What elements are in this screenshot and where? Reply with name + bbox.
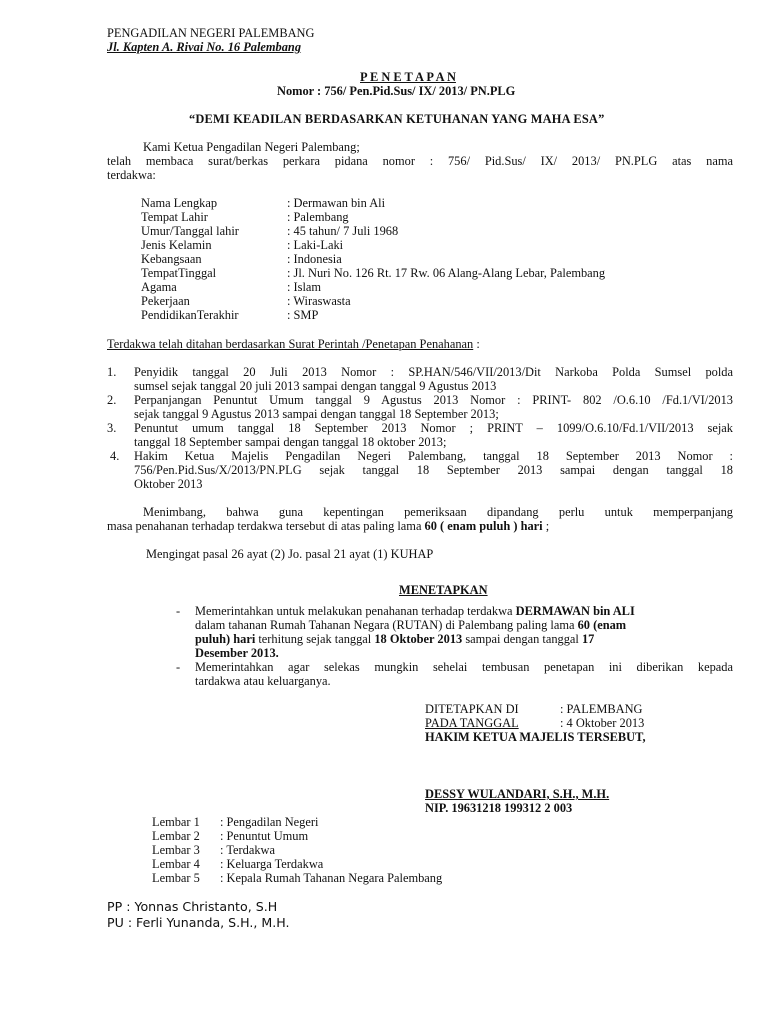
- decision-1-line-2: [195, 618, 626, 632]
- copy-label: Lembar 4: [152, 857, 200, 871]
- list-item: Hakim Ketua Majelis Pengadilan Negeri Palembang, tanggal 18 September 2013 Nomor :: [134, 449, 733, 463]
- identity-label: TempatTinggal: [141, 266, 217, 280]
- copy-recipient: : Keluarga Terdakwa: [220, 857, 324, 871]
- list-item-number: 1.: [107, 365, 117, 379]
- identity-value: : Dermawan bin Ali: [287, 196, 386, 210]
- intro-line-2: telah membaca surat/berkas perkara pidana nomor : 756/ Pid.Sus/ IX/ 2013/ PN.PLG atas nama: [107, 154, 733, 168]
- copy-recipient: : Penuntut Umum: [220, 829, 309, 843]
- detention-heading-text: Terdakwa telah ditahan berdasarkan Surat Perintah /Penetapan Penahanan: [107, 337, 474, 351]
- defendant-name: DERMAWAN bin ALI: [515, 604, 635, 618]
- list-item: Oktober 2013: [134, 477, 203, 491]
- list-item: sejak tanggal 9 Agustus 2013 sampai dengan tanggal 18 September 2013;: [134, 407, 499, 421]
- list-item: 756/Pen.Pid.Sus/X/2013/PN.PLG sejak tanggal 18 September 2013 sampai dengan tanggal 18: [134, 463, 733, 477]
- document-title: P E N E T A P A N: [360, 70, 456, 84]
- copy-label: Lembar 1: [152, 815, 200, 829]
- copy-recipient: : Kepala Rumah Tahanan Negara Palembang: [220, 871, 443, 885]
- place-value: : PALEMBANG: [560, 702, 643, 716]
- identity-label: Agama: [141, 280, 177, 294]
- list-item-number: 3.: [107, 421, 117, 435]
- decision-text: sampai dengan tanggal: [462, 632, 582, 646]
- intro-line-1: Kami Ketua Pengadilan Negeri Palembang;: [143, 140, 360, 154]
- date-value: : 4 Oktober 2013: [560, 716, 645, 730]
- decision-text: Memerintahkan untuk melakukan penahanan terhadap terdakwa: [195, 604, 516, 618]
- detention-heading: [107, 337, 480, 351]
- decision-text: dalam tahanan Rumah Tahanan Negara (RUTAN) di Palembang paling lama: [195, 618, 578, 632]
- copy-recipient: : Terdakwa: [220, 843, 275, 857]
- list-item-number: 2.: [107, 393, 117, 407]
- decision-2-line-1: Memerintahkan agar selekas mungkin sehelai tembusan penetapan ini diberikan kepada: [195, 660, 733, 674]
- document-number: Nomor : 756/ Pen.Pid.Sus/ IX/ 2013/ PN.PLG: [277, 84, 516, 98]
- decision-2-line-2: tardakwa atau keluarganya.: [195, 674, 331, 688]
- identity-value: : Laki-Laki: [287, 238, 344, 252]
- list-item: Penuntut umum tanggal 18 September 2013 Nomor ; PRINT – 1099/O.6.10/Fd.1/VII/2013 sejak: [134, 421, 733, 435]
- intro-line-3: terdakwa:: [107, 168, 156, 182]
- copy-label: Lembar 2: [152, 829, 200, 843]
- identity-label: Jenis Kelamin: [141, 238, 212, 252]
- decision-1-line-3: [195, 632, 594, 646]
- considering-end: ;: [542, 519, 550, 533]
- decision-bold-text: puluh) hari: [195, 632, 256, 646]
- judge-title: HAKIM KETUA MAJELIS TERSEBUT,: [425, 730, 646, 744]
- end-day: 17: [581, 632, 595, 646]
- decision-1-line-4: Desember 2013.: [195, 646, 279, 660]
- list-item: tanggal 18 September sampai dengan tanggal 18 oktober 2013;: [134, 435, 447, 449]
- identity-label: PendidikanTerakhir: [141, 308, 239, 322]
- decision-1-line-1: [195, 604, 635, 618]
- detention-heading-colon: :: [476, 337, 480, 351]
- decision-heading: MENETAPKAN: [399, 583, 488, 597]
- copy-label: Lembar 5: [152, 871, 200, 885]
- detention-duration: 60 ( enam puluh ) hari: [424, 519, 543, 533]
- decision-bold-text: 60 (enam: [577, 618, 627, 632]
- list-item: sumsel sejak tanggal 20 juli 2013 sampai dengan tanggal 9 Agustus 2013: [134, 379, 497, 393]
- court-name: PENGADILAN NEGERI PALEMBANG: [107, 26, 315, 40]
- place-label: DITETAPKAN DI: [425, 702, 519, 716]
- list-item: Perpanjangan Penuntut Umum tanggal 9 Agustus 2013 Nomor : PRINT- 802 /O.6.10 /Fd.1/VI/2013: [134, 393, 733, 407]
- bullet-dash: -: [176, 660, 181, 674]
- bullet-dash: -: [176, 604, 181, 618]
- identity-value: : 45 tahun/ 7 Juli 1968: [287, 224, 399, 238]
- identity-label: Umur/Tanggal lahir: [141, 224, 239, 238]
- identity-value: : Islam: [287, 280, 322, 294]
- considering-line-1: Menimbang, bahwa guna kepentingan pemeriksaan dipandang perlu untuk memperpanjang: [143, 505, 733, 519]
- remembering-clause: Mengingat pasal 26 ayat (2) Jo. pasal 21 ayat (1) KUHAP: [146, 547, 434, 561]
- identity-value: : Jl. Nuri No. 126 Rt. 17 Rw. 06 Alang-Alang Lebar, Palembang: [287, 266, 606, 280]
- pp-line: PP : Yonnas Christanto, S.H: [107, 899, 278, 914]
- judge-nip: NIP. 19631218 199312 2 003: [425, 801, 573, 815]
- decision-text: terhitung sejak tanggal: [255, 632, 375, 646]
- identity-label: Pekerjaan: [141, 294, 190, 308]
- pu-line: PU : Ferli Yunanda, S.H., M.H.: [107, 915, 290, 930]
- identity-value: : Palembang: [287, 210, 349, 224]
- identity-value: : Indonesia: [287, 252, 342, 266]
- identity-value: : Wiraswasta: [287, 294, 351, 308]
- identity-label: Kebangsaan: [141, 252, 202, 266]
- motto: “DEMI KEADILAN BERDASARKAN KETUHANAN YANG MAHA ESA”: [189, 112, 605, 126]
- start-date: 18 Oktober 2013: [374, 632, 463, 646]
- identity-label: Nama Lengkap: [141, 196, 218, 210]
- list-item-number: 4.: [110, 449, 120, 463]
- copy-label: Lembar 3: [152, 843, 200, 857]
- judge-name: DESSY WULANDARI, S.H., M.H.: [425, 787, 610, 801]
- considering-line-2: [107, 519, 549, 533]
- considering-text: masa penahanan terhadap terdakwa tersebut di atas paling lama: [107, 519, 425, 533]
- court-address: Jl. Kapten A. Rivai No. 16 Palembang: [107, 40, 302, 54]
- copy-recipient: : Pengadilan Negeri: [220, 815, 319, 829]
- identity-value: : SMP: [287, 308, 319, 322]
- date-label: PADA TANGGAL: [425, 716, 519, 730]
- identity-label: Tempat Lahir: [141, 210, 208, 224]
- list-item: Penyidik tanggal 20 Juli 2013 Nomor : SP.HAN/546/VII/2013/Dit Narkoba Polda Sumsel polda: [134, 365, 733, 379]
